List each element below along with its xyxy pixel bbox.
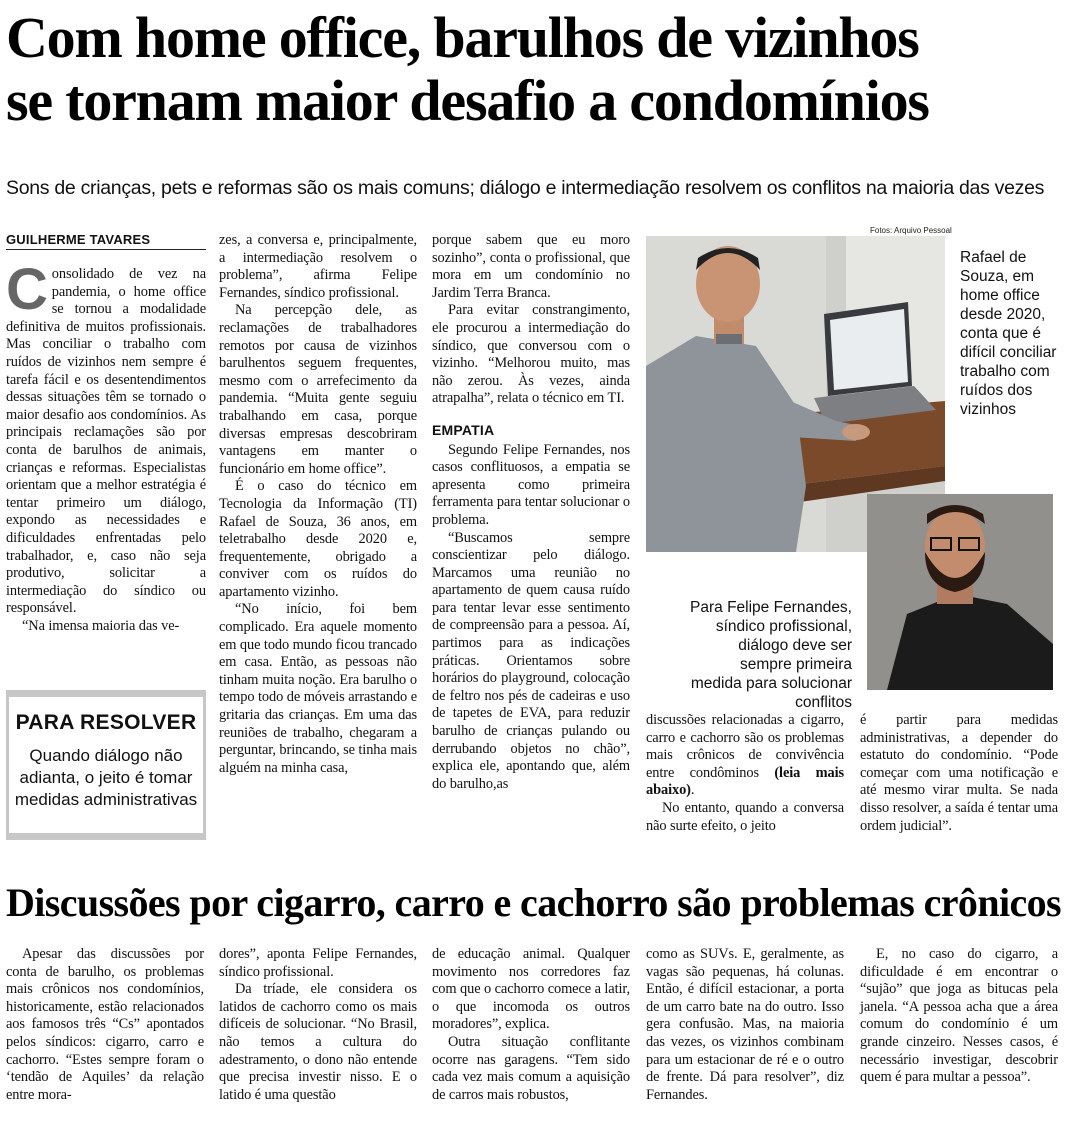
drop-cap: C bbox=[6, 257, 48, 322]
photo-felipe-illustration bbox=[867, 494, 1053, 690]
paragraph: “Na imensa maioria das ve- bbox=[22, 617, 180, 634]
paragraph: porque sabem que eu moro sozinho”, conta o profissional, que mora em um condomínio no Jardim Terra Branca. bbox=[432, 232, 630, 301]
paragraph: Outra situação conflitante ocorre nas garagens. “Tem sido cada vez mais comum a aquisição de carros mais robustos, bbox=[432, 1033, 630, 1103]
secondary-headline: Discussões por cigarro, carro e cachorro são problemas crônicos bbox=[6, 880, 1062, 925]
subheadline: Sons de crianças, pets e reformas são os mais comuns; diálogo e intermediação resolvem os conflitos na maioria das vezes bbox=[6, 177, 1045, 199]
story2-column-3 bbox=[432, 946, 630, 1104]
byline: GUILHERME TAVARES bbox=[6, 232, 206, 250]
column-5 bbox=[860, 712, 1058, 835]
photo-caption-rafael: Rafael de Souza, em home office desde 2020, conta que é difícil conciliar trabalho com ruídos dos vizinhos bbox=[960, 249, 1057, 418]
headline-line-1: Com home office, barulhos de vizinhos bbox=[6, 5, 919, 70]
paragraph: E, no caso do cigarro, a dificuldade é em encontrar o “sujão” que joga as bitucas pela janela. “A pessoa acha que a área comum do condomínio é um grande cinzeiro. Nesses casos, é necessário investigar, descobrir quem é para multar a pessoa”. bbox=[860, 946, 1058, 1086]
paragraph: “Buscamos sempre conscientizar pelo diálogo. Marcamos uma reunião no apartamento de quem causa ruído para tentar levar esse sentimento de compreensão para a pessoa. Aí, partimos para as indicações práticas. Orientamos sobre horários do playground, colocação de feltro nos pés de cadeiras e uso de tapetes de EVA, para reduzir barulho de crianças pulando ou derrubando objetos no chão”, explica ele, apontando que, além do barulho,as bbox=[432, 529, 630, 792]
paragraph: como as SUVs. E, geralmente, as vagas são pequenas, há colunas. Então, é difícil estacionar, a porta de um carro bate na do outro. Isso gera confusão. Mas, na maioria das vezes, os vizinhos combinam para um estacionar de ré e o outro de frente. Dá para resolver”, diz Fernandes. bbox=[646, 946, 844, 1103]
column-1 bbox=[6, 257, 206, 635]
headline-line-2: se tornam maior desafio a condomínios bbox=[6, 68, 929, 133]
photo-caption-felipe: Para Felipe Fernandes, síndico profissional, diálogo deve ser sempre primeira medida para solucionar conflitos bbox=[690, 599, 852, 711]
story2-column-2 bbox=[219, 946, 417, 1104]
story2-column-1 bbox=[6, 946, 204, 1104]
paragraph: É o caso do técnico em Tecnologia da Informação (TI) Rafael de Souza, 36 anos, em teletrabalho desde 2020 e, frequentemente, obrigado a conviver com os ruídos do apartamento vizinho. bbox=[219, 478, 417, 600]
section-heading: EMPATIA bbox=[432, 421, 495, 438]
paragraph-text: onsolidado de vez na pandemia, o home office se tornou a modalidade definitiva de muitos profissionais. Mas conciliar o trabalho com ruídos de vizinhos nem sempre é tarefa fácil e os desentendimentos dessas situações têm se tornado o maior desafio aos condomínios. As principais reclamações são por conta de barulhos de animais, crianças e reformas. Especialistas orientam que a melhor estratégia é tentar primeiro um diálogo, expondo as necessidades e dificuldades enfrentadas pelo trabalhador, e, caso não seja produtivo, solicitar a intermediação do síndico ou responsável. bbox=[6, 266, 206, 617]
photo-felipe bbox=[867, 494, 1053, 690]
column-4 bbox=[646, 712, 844, 835]
cross-reference: (leia mais abaixo) bbox=[646, 764, 844, 799]
paragraph: Na percepção dele, as reclamações de trabalhadores remotos por causa de vizinhos barulhentos seguem frequentes, mesmo com o arrefecimento da pandemia. “Muita gente seguiu trabalhando em casa, porque diversas empresas descobriram vantagens em manter o funcionário em home office”. bbox=[219, 302, 417, 477]
box-text: Quando diálogo não adianta, o jeito é tomar medidas administrativas bbox=[14, 746, 198, 809]
story2-column-4 bbox=[646, 946, 844, 1104]
paragraph-end: . bbox=[690, 782, 695, 799]
paragraph bbox=[646, 712, 844, 800]
sidebar-box bbox=[6, 690, 206, 840]
paragraph: No entanto, quando a conversa não surte efeito, o jeito bbox=[646, 799, 844, 834]
column-3 bbox=[432, 232, 630, 793]
headline bbox=[6, 6, 1061, 132]
paragraph: Apesar das discussões por conta de barulho, os problemas mais crônicos nos condomínios, historicamente, estão relacionados aos famosos três “Cs” apontados pelos síndicos: cigarro, carro e cachorro. “Estes sempre foram o ‘tendão de Aquiles’ da relação entre mora- bbox=[6, 946, 204, 1103]
photo-credit: Fotos: Arquivo Pessoal bbox=[870, 226, 952, 235]
paragraph: “No início, foi bem complicado. Era aquele momento em que todo mundo ficou trancado em casa. Então, as pessoas não tinham muita noção. Era barulho o tempo todo de móveis arrastando e gritaria das crianças. Em uma das reuniões de trabalho, chegaram a perguntar, brincando, se tinha mais alguém na minha casa, bbox=[219, 601, 417, 776]
box-title: PARA RESOLVER bbox=[15, 711, 197, 734]
paragraph: Para evitar constrangimento, ele procurou a intermediação do síndico, que conversou com o vizinho. “Melhorou muito, mas não zerou. Às vezes, ainda atrapalha”, relata o técnico em TI. bbox=[432, 302, 630, 407]
paragraph: Segundo Felipe Fernandes, nos casos conflituosos, a empatia se apresenta como primeira ferramenta para tentar solucionar o problema. bbox=[432, 441, 630, 528]
paragraph-text: discussões relacionadas a cigarro, carro e cachorro são os problemas mais crônicos de convivência entre condôminos bbox=[646, 712, 844, 781]
paragraph: de educação animal. Qualquer movimento nos corredores faz com que o cachorro comece a latir, o que incomoda os outros moradores”, explica. bbox=[432, 946, 630, 1033]
paragraph: zes, a conversa e, principalmente, a intermediação resolvem o problema”, afirma Felipe Fernandes, síndico profissional. bbox=[219, 232, 417, 301]
paragraph: é partir para medidas administrativas, a depender do estatuto do condomínio. “Pode começar com uma notificação e até mesmo virar multa. Se nada disso resolver, a saída é tentar uma ordem judicial”. bbox=[860, 712, 1058, 834]
paragraph bbox=[6, 257, 206, 618]
paragraph: Da tríade, ele considera os latidos de cachorro como os mais difíceis de solucionar. “No Brasil, não temos a cultura do adestramento, o dono não entende que precisa investir nisso. E o latido é uma questão bbox=[219, 981, 417, 1103]
paragraph: dores”, aponta Felipe Fernandes, síndico profissional. bbox=[219, 946, 417, 980]
column-2 bbox=[219, 232, 417, 777]
story2-column-5 bbox=[860, 946, 1058, 1087]
